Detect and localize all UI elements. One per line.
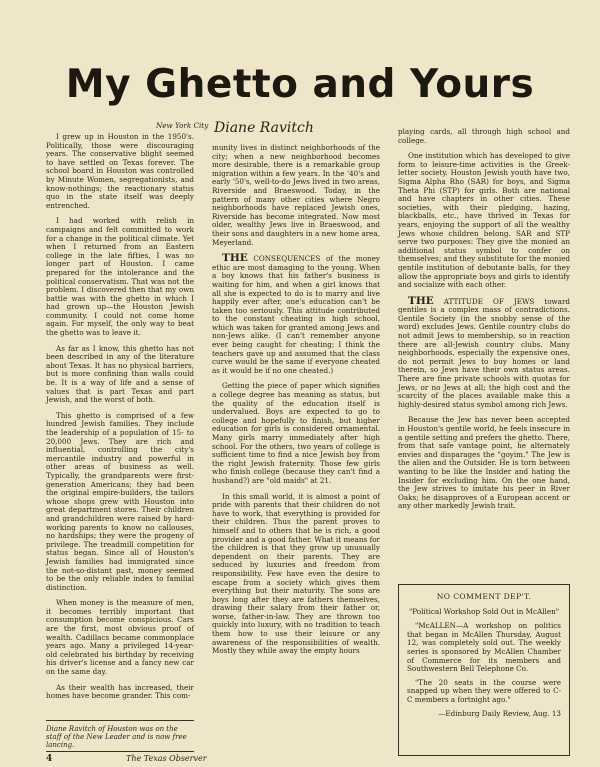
footnote-rule bbox=[46, 720, 194, 721]
paragraph: playing cards, all through high school and college. bbox=[398, 127, 570, 145]
folio-rule bbox=[46, 751, 194, 752]
column-2 bbox=[212, 144, 380, 663]
paragraph-text: ATTITUDE OF JEWS toward gentiles is a complex mass of contradictions. Gentile Society (in the snobby sense of the word) excludes Jews. Gentile country clubs do not admit Jews to membership, so in reaction there are all-Jewish country clubs. Many neighborhoods, especially the expensive ones, do not permit Jews to buy homes or land therein, so Jews have their own status areas. There are fine private schools with quotas for Jews, or no Jews at all; the high cost and the scarcity of the places available make this a highly-desired status symbol among rich Jews. bbox=[398, 296, 570, 409]
paragraph: Because the Jew has never been accepted in Houston's gentile world, he feels insecure in a gentile setting and prefers the ghetto. There, from that safe vantage point, he alternately envies and disparages the "goyim." The Jew is the alien and the Outsider. He is torn between wanting to be like the Insider and hating the Insider for excluding him. On the one hand, the Jew strives to imitate his peer in River Oaks; he disapproves of a European accent or any other markedly Jewish trait. bbox=[398, 415, 570, 511]
box-paragraph: "The 20 seats in the course were snapped up when they were offered to C-C members a fortnight ago." bbox=[407, 677, 561, 704]
publication-name: The Texas Observer bbox=[126, 754, 207, 763]
paragraph: I grew up in Houston in the 1950's. Politically, those were discouraging years. The conservative blight seemed to have settled on Texas forever. The school board in Houston was controlled by Minute Women, segregationists, and know-nothings; the reactionary status quo in the state itself was deeply entrenched. bbox=[46, 132, 194, 210]
article-title: My Ghetto and Yours bbox=[65, 62, 535, 107]
paragraph-text: CONSEQUENCES of the money ethic are most damaging to the young. When a boy knows that his father's business is waiting for him, and when a girl knows that all she is expected to do is to marry and live happily ever after, one's education can't be taken too seriously. This attitude contributed to the constant cheating in high school, which was taken for granted among Jews and non-Jews alike. (I can't remember anyone ever being caught for cheating; I think the teachers gave up and assumed that the class curve would be the same if everyone cheated as it would be if no one cheated.) bbox=[212, 254, 380, 375]
paragraph bbox=[212, 254, 380, 375]
section-lead-in: THE bbox=[222, 252, 248, 265]
no-comment-box bbox=[398, 584, 570, 756]
paragraph: As far as I know, this ghetto has not been described in any of the literature about Texas. It has no physical barriers, but is more confining than walls could be. It is a way of life and a sense of values that is part Texas and part Jewish, and the worst of both. bbox=[46, 343, 194, 405]
paragraph: This ghetto is comprised of a few hundred Jewish families. They include the leadership of a population of 15- to 20,000 Jews. They are rich and influential, controlling the city's mercantile industry and powerful in other areas of business as well. Typically, the grandparents were first-generation Americans; they had been the original empire-builders, the tailors whose shops grew with Houston into great department stores. Their children and grandchildren were raised by hard-working parents to know no callouses, no hardships; they were the progeny of privilege. The treadmill competition for status began. Since all of Houston's Jewish families had immigrated since the not-so-distant past, money seemed to be the only reliable index to familial distinction. bbox=[46, 410, 194, 592]
paragraph: In this small world, it is almost a point of pride with parents that their children do not have to work, that everything is provided for their children. Thus the parent proves to himself and to others that he is rich, a good provider and a good father. What it means for the children is that they grow up unusually dependent on their parents. They are seduced by luxuries and freedom from responsibility. Few have even the desire to escape from a society which gives them everything but their maturity. The sons are boys long after they are fathers themselves, drawing their salary from their father or, worse, father-in-law. They are thrown too quickly into luxury, with no tradition to teach them how to use their leisure or any awareness of the responsibilities of wealth. Mostly they while away the empty hours bbox=[212, 491, 380, 656]
paragraph: munity lives in distinct neighborhoods of the city; when a new neighborhood becomes more desirable, there is a remarkable group migration within a few years. In the '40's and early '50's, well-to-do Jews lived in two areas, Riverside and Braeswood. Today, in the pattern of many other cities where Negro neighborhoods have replaced Jewish ones, Riverside has become integrated. Now most older, wealthy Jews live in Braeswood, and their sons and daughters in a new home area, Meyerland. bbox=[212, 143, 380, 247]
dateline: New York City bbox=[156, 121, 209, 130]
paragraph: One institution which has developed to give form to leisure-time activities is the Greek-letter society. Houston Jewish youth have two, Sigma Alpha Rho (SAR) for boys, and Sigma Theta Phi (STP) for girls. Both are national and have chapters in other cities. These societies, with their pledging, hazing, blackballs, etc., have thrived in Texas for years, enjoying the support of all the wealthy Jews whose children belong. SAR and STP serve two purposes: They give the monied an additional status symbol to confer on themselves; and they substitute for the monied gentile institution of debutante balls, for they allow the appropriate boys and girls to identify and socialize with each other. bbox=[398, 151, 570, 290]
box-paragraph: "McALLEN—A workshop on politics that began in McAllen Thursday, August 12, was completely sold out. The weekly series is sponsored by McAllen Chamber of Commerce for its members and Southwestern Bell Telephone Co. bbox=[407, 621, 561, 674]
paragraph bbox=[398, 294, 570, 410]
paragraph: When money is the measure of men, it becomes terribly important that consumption become conspicious. Cars are the first, most obvious proof of wealth. Cadillacs became commonplace years ago. Many a privileged 14-year-old celebrated his birthday by receiving his driver's license and a fancy new car on the same day. bbox=[46, 598, 194, 677]
column-1 bbox=[46, 133, 194, 708]
paragraph: Getting the piece of paper which signifies a college degree has meaning as status, but the quality of the education itself is undervalued. Boys are expected to go to college and hopefully to finish, but higher education for girls is considered ornamental. Many girls marry immediately after high school. For the others, two years of college is sufficient time to find a nice Jewish boy from the right Jewish fraternity. Those few girls who finish college (because they can't find a husband?) are "old maids" at 21. bbox=[212, 381, 380, 485]
paragraph: As their wealth has increased, their homes have become grander. This com- bbox=[46, 682, 194, 701]
paragraph: I had worked with relish in campaigns and felt committed to work for a change in the political climate. Yet when I returned from an Eastern college in the late fifties, I was no longer part of Houston. I came prepared for the intolerance and the political conservatism. That was not the problem. I discovered then that my own battle was with the ghetto in which I had grown up—the Houston Jewish community. I could not come home again. For myself, the only way to beat the ghetto was to leave it. bbox=[46, 216, 194, 338]
byline: Diane Ravitch bbox=[214, 120, 314, 136]
section-lead-in: THE bbox=[408, 294, 434, 307]
box-subhead: "Political Workshop Sold Out in McAllen" bbox=[408, 606, 560, 616]
column-3 bbox=[398, 128, 570, 518]
box-heading: NO COMMENT DEP'T. bbox=[436, 592, 532, 601]
author-footnote: Diane Ravitch of Houston was on the staff of the New Leader and is now free lancing. bbox=[46, 725, 187, 750]
box-source: —Edinburg Daily Review, Aug. 13 bbox=[438, 708, 561, 718]
page-number: 4 bbox=[46, 754, 53, 764]
